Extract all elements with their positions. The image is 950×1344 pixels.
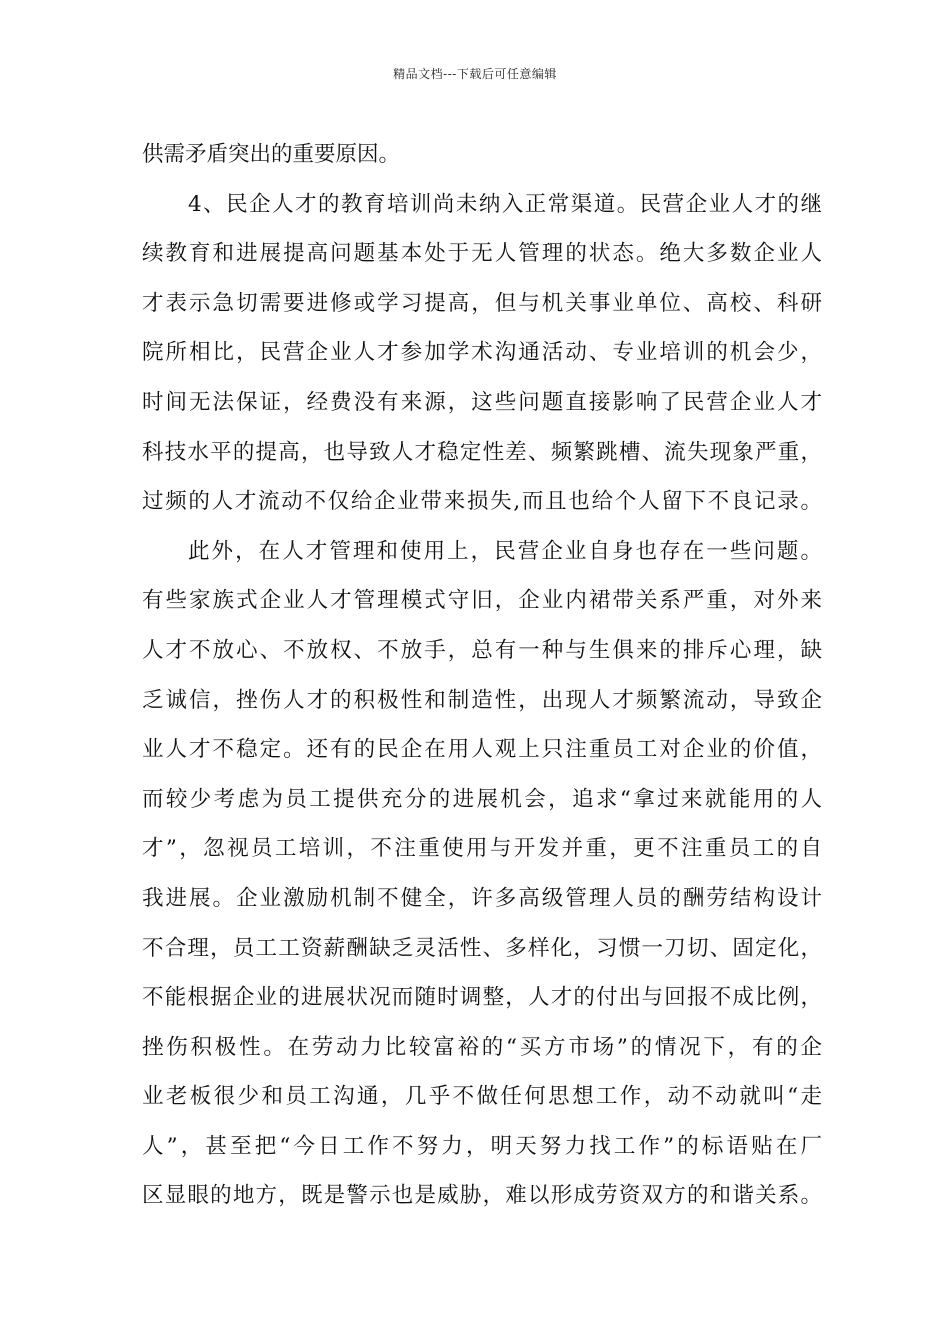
text-line: 院所相比，民营企业人才参加学术沟通活动、专业培训的机会少， — [142, 340, 822, 366]
text-line: 此外，在人才管理和使用上，民营企业自身也存在一些问题。 — [188, 538, 822, 564]
text-line: 过频的人才流动不仅给企业带来损失,而且也给个人留下不良记录。 — [142, 489, 822, 515]
text-line: 人才不放心、不放权、不放手，总有一种与生俱来的排斥心理，缺 — [142, 637, 822, 663]
text-line: 业人才不稳定。还有的民企在用人观上只注重员工对企业的价值， — [142, 737, 822, 763]
text-line: 才”，忽视员工培训，不注重使用与开发并重，更不注重员工的自 — [142, 836, 822, 862]
text-line: 科技水平的提高，也导致人才稳定性差、频繁跳槽、流失现象严重， — [142, 439, 822, 465]
text-line: 时间无法保证，经费没有来源，这些问题直接影响了民营企业人才 — [142, 389, 822, 415]
text-line: 乏诚信，挫伤人才的积极性和制造性，出现人才频繁流动，导致企 — [142, 687, 822, 713]
document-body — [142, 130, 822, 1221]
text-line: 业老板很少和员工沟通，几乎不做任何思想工作，动不动就叫“走 — [142, 1084, 822, 1110]
text-line: 挫伤积极性。在劳动力比较富裕的“买方市场”的情况下，有的企 — [142, 1034, 822, 1060]
text-line: 不合理，员工工资薪酬缺乏灵活性、多样化，习惯一刀切、固定化， — [142, 935, 822, 961]
text-line: 人”，甚至把“今日工作不努力，明天努力找工作”的标语贴在厂 — [142, 1133, 822, 1159]
text-line: 续教育和进展提高问题基本处于无人管理的状态。绝大多数企业人 — [142, 241, 822, 267]
text-line: 不能根据企业的进展状况而随时调整，人才的付出与回报不成比例， — [142, 985, 822, 1011]
paragraph-2 — [142, 180, 822, 527]
paragraph-3 — [142, 527, 822, 1221]
text-line: 区显眼的地方，既是警示也是威胁，难以形成劳资双方的和谐关系。 — [142, 1183, 822, 1209]
text-line: 我进展。企业激励机制不健全，许多高级管理人员的酬劳结构设计 — [142, 885, 822, 911]
paragraph-1 — [142, 130, 822, 180]
page-header: 精品文档---下载后可任意编辑 — [393, 67, 557, 81]
text-line: 才表示急切需要进修或学习提高，但与机关事业单位、高校、科研 — [142, 290, 822, 316]
text-line: 供需矛盾突出的重要原因。 — [142, 142, 401, 167]
text-line: 有些家族式企业人才管理模式守旧，企业内裙带关系严重，对外来 — [142, 588, 822, 614]
text-line: 4、民企人才的教育培训尚未纳入正常渠道。民营企业人才的继 — [188, 191, 822, 217]
text-line: 而较少考虑为员工提供充分的进展机会，追求“拿过来就能用的人 — [142, 786, 822, 812]
